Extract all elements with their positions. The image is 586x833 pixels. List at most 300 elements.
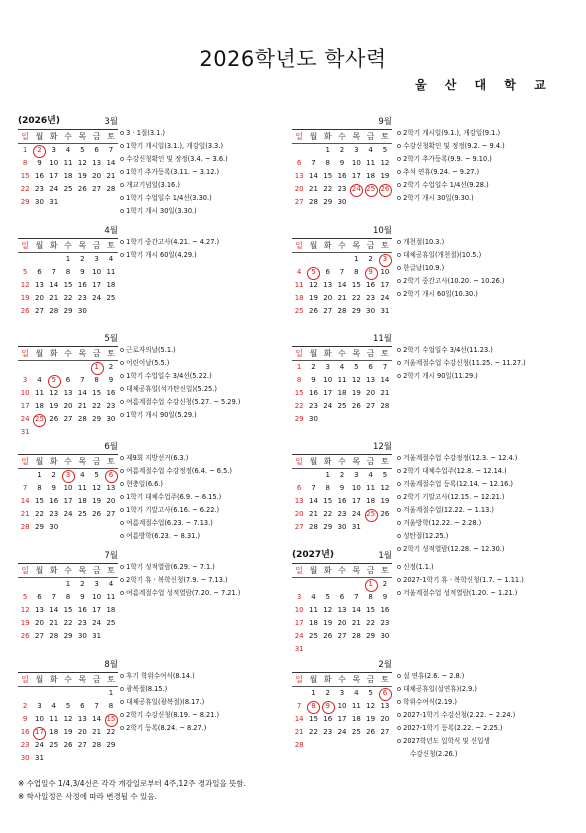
holiday-day: 1: [363, 578, 377, 591]
day-cell: 20: [34, 619, 44, 627]
event-item: o 2학기 기말고사(12.15. ~ 12.21.): [397, 491, 517, 504]
day-cell: 26: [63, 741, 73, 749]
day-cell: 8: [65, 593, 71, 601]
day-cell: 5: [80, 146, 85, 154]
day-cell: 19: [20, 294, 30, 302]
events-apr: [120, 236, 219, 262]
month-dec: [292, 441, 392, 534]
day-cell: 5: [382, 471, 388, 479]
day-cell: 25: [106, 294, 116, 302]
weekday-label: 월: [35, 457, 44, 466]
day-cell: 14: [337, 281, 347, 289]
day-cell: 26: [366, 728, 376, 736]
holiday-day: 9: [363, 266, 377, 279]
holiday-day: 6: [378, 687, 392, 700]
day-cell: 15: [63, 281, 73, 289]
weekday-label: 토: [107, 349, 115, 358]
day-cell: 8: [65, 268, 71, 276]
weekday-label: 금: [366, 132, 375, 141]
day-cell: 21: [20, 510, 30, 518]
event-item: o 1학기 추가등록(3.11. ~ 3.12.): [120, 166, 228, 179]
events-mar: [120, 127, 228, 218]
weekday-label: 토: [107, 241, 115, 250]
empty-cell: [335, 253, 349, 266]
day-cell: 7: [94, 702, 99, 710]
empty-cell: [18, 361, 32, 374]
day-cell: 17: [92, 606, 102, 614]
day-cell: 16: [380, 606, 390, 614]
weekday-label: 금: [366, 566, 375, 575]
day-cell: 11: [294, 281, 304, 289]
day-cell: 3: [51, 146, 56, 154]
day-cell: 17: [49, 172, 59, 180]
day-cell: 20: [337, 619, 347, 627]
day-cell: 24: [351, 510, 361, 518]
weekday-label: 목: [352, 675, 361, 684]
event-item: o 겨울계절수업 수강정정(12.3. ~ 12.4.): [397, 452, 517, 465]
day-cell: 12: [92, 484, 102, 492]
weekday-label: 화: [323, 457, 332, 466]
day-cell: 14: [308, 172, 318, 180]
month-nov: [292, 333, 392, 426]
day-cell: 1: [325, 471, 330, 479]
day-cell: 24: [92, 294, 102, 302]
day-cell: 19: [77, 172, 87, 180]
weekday-label: 월: [35, 675, 44, 684]
day-cell: 14: [92, 715, 102, 723]
page-title: 2026학년도 학사력: [199, 47, 387, 71]
day-cell: 17: [337, 715, 347, 723]
day-cell: 20: [366, 389, 376, 397]
event-item: o 2027-1학기 등록(2.22. ~ 2.25.): [397, 722, 515, 735]
event-item: o 여름계절수업 성적열람(7.20. ~ 7.21.): [120, 587, 240, 600]
day-cell: 28: [308, 198, 318, 206]
day-cell: 6: [37, 593, 42, 601]
event-item: o 겨울방학(12.22. ~ 2.28.): [397, 517, 517, 530]
weekday-header: [292, 130, 392, 144]
day-cell: 31: [351, 523, 361, 531]
weekday-header: [292, 455, 392, 469]
day-cell: 20: [380, 715, 390, 723]
event-item: o 한글날(10.9.): [397, 262, 504, 275]
weekday-label: 일: [21, 132, 30, 141]
empty-cell: [47, 361, 61, 374]
day-cell: 4: [108, 580, 114, 588]
event-item: 수강신청(2.26.): [410, 750, 458, 758]
event-item: o 대체공휴일(광복절)(8.17.): [120, 696, 219, 709]
weekday-label: 월: [35, 132, 44, 141]
day-cell: 9: [382, 593, 388, 601]
event-item: o 학위수여식(2.19.): [397, 696, 515, 709]
day-cell: 15: [20, 172, 30, 180]
empty-cell: [32, 361, 46, 374]
weekday-label: 일: [295, 566, 304, 575]
day-cell: 14: [351, 606, 361, 614]
day-cell: 23: [77, 294, 87, 302]
holiday-day: 25: [32, 413, 46, 426]
day-cell: 15: [366, 606, 376, 614]
day-cell: 23: [308, 402, 318, 410]
day-cell: 5: [22, 268, 28, 276]
weekday-label: 월: [309, 132, 318, 141]
day-cell: 9: [339, 159, 345, 167]
event-item: o 성탄절(12.25.): [397, 530, 517, 543]
month-header: [18, 333, 118, 347]
empty-cell: [18, 253, 32, 266]
events-oct: [397, 236, 504, 301]
day-cell: 21: [92, 728, 102, 736]
day-cell: 21: [49, 619, 59, 627]
day-cell: 20: [294, 510, 304, 518]
day-cell: 13: [380, 702, 390, 710]
day-cell: 8: [108, 702, 114, 710]
day-cell: 22: [308, 728, 318, 736]
weekday-label: 화: [323, 349, 332, 358]
day-cell: 17: [63, 497, 73, 505]
day-cell: 12: [366, 702, 376, 710]
month-jan: [292, 550, 392, 656]
day-cell: 14: [77, 389, 87, 397]
day-cell: 3: [94, 580, 99, 588]
weekday-label: 수: [338, 132, 346, 141]
event-item: o 1학기 개시 60일(4.29.): [120, 249, 219, 262]
holiday-day: 2: [32, 144, 46, 157]
day-cell: 7: [296, 702, 302, 710]
day-cell: 1: [325, 146, 330, 154]
day-cell: 2: [80, 580, 85, 588]
day-cell: 22: [366, 619, 376, 627]
weekday-label: 화: [49, 241, 58, 250]
event-item: o 후기 학위수여식(8.14.): [120, 670, 219, 683]
holiday-day: 25: [363, 183, 377, 196]
day-cell: 3: [94, 255, 99, 263]
day-cell: 13: [294, 172, 304, 180]
day-cell: 16: [323, 715, 333, 723]
day-cell: 20: [92, 172, 102, 180]
day-cell: 3: [22, 376, 28, 384]
weekday-label: 월: [309, 241, 318, 250]
day-cell: 11: [106, 268, 116, 276]
weekday-label: 목: [352, 457, 361, 466]
day-cell: 30: [380, 632, 390, 640]
day-cell: 1: [65, 255, 71, 263]
day-grid: [18, 687, 118, 765]
day-cell: 26: [20, 307, 30, 315]
day-cell: 11: [337, 376, 347, 384]
day-cell: 12: [49, 389, 59, 397]
day-cell: 23: [106, 402, 116, 410]
month-header: [292, 550, 392, 564]
note-2: ※ 학사일정은 사정에 따라 변경될 수 있음.: [18, 792, 157, 801]
event-item: o 겨울계절수업 등록(12.14. ~ 12.16.): [397, 478, 517, 491]
day-cell: 28: [337, 307, 347, 315]
weekday-label: 수: [338, 241, 346, 250]
day-cell: 2: [51, 471, 56, 479]
day-cell: 3: [37, 702, 42, 710]
weekday-label: 토: [107, 132, 115, 141]
day-cell: 18: [366, 497, 376, 505]
weekday-label: 토: [107, 566, 115, 575]
day-cell: 3: [325, 363, 330, 371]
events-aug: [120, 670, 219, 735]
day-cell: 7: [354, 593, 359, 601]
weekday-label: 금: [366, 349, 375, 358]
day-cell: 30: [49, 523, 59, 531]
day-cell: 19: [323, 619, 333, 627]
empty-cell: [32, 253, 46, 266]
day-cell: 27: [366, 402, 376, 410]
weekday-label: 화: [323, 675, 332, 684]
day-cell: 30: [20, 754, 30, 762]
day-cell: 10: [351, 159, 361, 167]
day-cell: 3: [339, 689, 345, 697]
day-cell: 1: [311, 689, 316, 697]
day-cell: 8: [354, 268, 359, 276]
day-cell: 5: [65, 702, 71, 710]
day-cell: 12: [308, 281, 318, 289]
weekday-label: 일: [21, 675, 30, 684]
day-cell: 6: [65, 376, 71, 384]
day-cell: 28: [92, 741, 102, 749]
day-cell: 21: [49, 294, 59, 302]
day-cell: 7: [382, 363, 388, 371]
event-item: o 겨울계절수업 수강신청(11.25. ~ 11.27.): [397, 357, 526, 370]
day-cell: 21: [294, 728, 304, 736]
holiday-day: 24: [349, 183, 363, 196]
event-item: o 2학기 대체수업주(12.8. ~ 12.14.): [397, 465, 517, 478]
day-cell: 31: [34, 754, 44, 762]
day-cell: 10: [34, 715, 44, 723]
weekday-label: 토: [381, 675, 389, 684]
weekday-label: 목: [352, 566, 361, 575]
day-cell: 23: [49, 510, 59, 518]
day-cell: 18: [308, 619, 318, 627]
day-cell: 10: [20, 389, 30, 397]
weekday-header: [18, 239, 118, 253]
note-1: ※ 수업일수 1/4,3/4선은 각각 개강일로부터 4주,12주 경과일을 뜻함.: [18, 779, 246, 788]
day-cell: 1: [22, 146, 28, 154]
day-grid: [292, 469, 392, 534]
day-cell: 8: [325, 484, 330, 492]
weekday-label: 목: [78, 241, 87, 250]
day-cell: 24: [380, 294, 390, 302]
empty-cell: [306, 144, 320, 157]
month-name: 12월: [372, 442, 392, 452]
empty-cell: [18, 578, 32, 591]
day-cell: 31: [92, 632, 102, 640]
day-cell: 27: [294, 523, 304, 531]
event-item: o 2학기 수강신청(8.19. ~ 8.21.): [120, 709, 219, 722]
weekday-label: 금: [92, 675, 101, 684]
empty-cell: [18, 687, 32, 700]
weekday-label: 목: [78, 675, 87, 684]
day-cell: 7: [311, 159, 316, 167]
day-cell: 6: [325, 268, 330, 276]
day-cell: 21: [308, 510, 318, 518]
day-cell: 8: [296, 376, 302, 384]
day-cell: 4: [311, 593, 316, 601]
weekday-label: 목: [78, 132, 87, 141]
month-name: 7월: [104, 551, 118, 561]
day-cell: 19: [308, 294, 318, 302]
day-cell: 29: [323, 523, 333, 531]
day-cell: 31: [20, 428, 30, 436]
weekday-label: 목: [352, 132, 361, 141]
day-cell: 13: [63, 389, 73, 397]
day-cell: 11: [308, 606, 318, 614]
month-apr: [18, 225, 118, 318]
day-cell: 24: [294, 632, 304, 640]
day-cell: 23: [77, 619, 87, 627]
day-cell: 10: [337, 702, 347, 710]
day-cell: 25: [63, 185, 73, 193]
holiday-day: 5: [47, 374, 61, 387]
day-grid: [18, 253, 118, 318]
weekday-label: 일: [21, 457, 30, 466]
day-cell: 23: [34, 185, 44, 193]
holiday-day: 15: [104, 713, 118, 726]
day-cell: 13: [366, 376, 376, 384]
day-cell: 31: [49, 198, 59, 206]
day-cell: 24: [63, 510, 73, 518]
month-header: [292, 333, 392, 347]
holiday-day: 5: [306, 266, 320, 279]
weekday-label: 화: [49, 457, 58, 466]
day-cell: 9: [339, 484, 345, 492]
day-cell: 5: [354, 363, 359, 371]
day-cell: 8: [37, 484, 42, 492]
day-cell: 5: [22, 593, 28, 601]
day-cell: 10: [380, 268, 390, 276]
day-cell: 29: [323, 198, 333, 206]
day-cell: 22: [63, 294, 73, 302]
weekday-header: [292, 347, 392, 361]
event-item: o 현충일(6.6.): [120, 478, 232, 491]
empty-cell: [32, 578, 46, 591]
day-cell: 4: [368, 471, 373, 479]
day-cell: 10: [351, 484, 361, 492]
day-cell: 8: [368, 593, 373, 601]
day-cell: 28: [20, 523, 30, 531]
day-cell: 1: [296, 363, 302, 371]
event-item: o 수강신청확인 및 정정(9.2. ~ 9.4.): [397, 140, 505, 153]
month-mar: [18, 116, 118, 209]
day-cell: 13: [34, 281, 44, 289]
empty-cell: [47, 687, 61, 700]
day-cell: 20: [77, 728, 87, 736]
day-cell: 7: [22, 484, 28, 492]
month-jun: [18, 441, 118, 534]
day-cell: 29: [294, 415, 304, 423]
day-cell: 28: [77, 415, 87, 423]
month-header: [18, 116, 118, 130]
day-cell: 2: [311, 363, 316, 371]
day-cell: 5: [368, 689, 373, 697]
day-cell: 14: [49, 606, 59, 614]
weekday-label: 토: [107, 675, 115, 684]
holiday-day: 3: [61, 469, 75, 482]
day-cell: 22: [323, 185, 333, 193]
day-cell: 6: [80, 702, 85, 710]
empty-cell: [292, 144, 306, 157]
day-cell: 11: [34, 389, 44, 397]
event-item: o 2학기 등록(8.24. ~ 8.27.): [120, 722, 219, 735]
empty-cell: [306, 253, 320, 266]
day-cell: 28: [294, 741, 304, 749]
day-cell: 27: [106, 510, 116, 518]
day-cell: 15: [308, 715, 318, 723]
day-cell: 2: [22, 702, 28, 710]
month-header: [18, 225, 118, 239]
day-cell: 18: [34, 402, 44, 410]
day-cell: 6: [94, 146, 99, 154]
day-cell: 21: [351, 619, 361, 627]
event-item: o 2학기 추가등록(9.9. ~ 9.10.): [397, 153, 505, 166]
day-cell: 22: [106, 728, 116, 736]
day-cell: 17: [20, 402, 30, 410]
weekday-label: 금: [92, 349, 101, 358]
day-cell: 12: [20, 281, 30, 289]
day-cell: 17: [323, 389, 333, 397]
day-cell: 26: [380, 510, 390, 518]
day-cell: 19: [92, 497, 102, 505]
empty-cell: [292, 469, 306, 482]
event-item: o 대체공휴일(설연휴)(2.9.): [397, 683, 515, 696]
day-cell: 14: [294, 715, 304, 723]
day-cell: 11: [63, 159, 73, 167]
day-cell: 29: [351, 307, 361, 315]
day-cell: 26: [77, 185, 87, 193]
day-cell: 11: [77, 484, 87, 492]
event-item: o 수강신청확인 및 정정(3.4. ~ 3.6.): [120, 153, 228, 166]
day-cell: 13: [323, 281, 333, 289]
event-item: o 광복절(8.15.): [120, 683, 219, 696]
day-cell: 26: [92, 510, 102, 518]
day-cell: 15: [351, 281, 361, 289]
day-cell: 16: [308, 389, 318, 397]
event-item: o 3ㆍ1절(3.1.): [120, 127, 228, 140]
weekday-label: 수: [64, 675, 72, 684]
event-item: o 개교기념일(3.16.): [120, 179, 228, 192]
day-cell: 22: [63, 619, 73, 627]
month-name: 1월: [378, 551, 392, 561]
day-cell: 14: [308, 497, 318, 505]
weekday-header: [18, 673, 118, 687]
weekday-label: 목: [78, 349, 87, 358]
day-cell: 10: [323, 376, 333, 384]
day-cell: 14: [106, 159, 116, 167]
holiday-day: 3: [378, 253, 392, 266]
day-cell: 15: [34, 497, 44, 505]
weekday-label: 수: [338, 675, 346, 684]
events-feb: [397, 670, 515, 761]
month-header: [292, 225, 392, 239]
event-item: o 여름계절수업(6.23. ~ 7.13.): [120, 517, 232, 530]
weekday-label: 토: [381, 349, 389, 358]
event-item: o 2027-1학기 수강신청(2.22. ~ 2.24.): [397, 709, 515, 722]
event-item: o 2학기 휴ㆍ복학신청(7.9. ~ 7.13.): [120, 574, 240, 587]
day-cell: 7: [311, 484, 316, 492]
month-name: 2월: [378, 660, 392, 670]
month-jul: [18, 550, 118, 643]
day-cell: 18: [337, 389, 347, 397]
day-cell: 22: [351, 294, 361, 302]
day-cell: 28: [308, 523, 318, 531]
day-cell: 13: [34, 606, 44, 614]
day-cell: 20: [63, 402, 73, 410]
day-cell: 24: [20, 415, 30, 423]
month-oct: [292, 225, 392, 318]
